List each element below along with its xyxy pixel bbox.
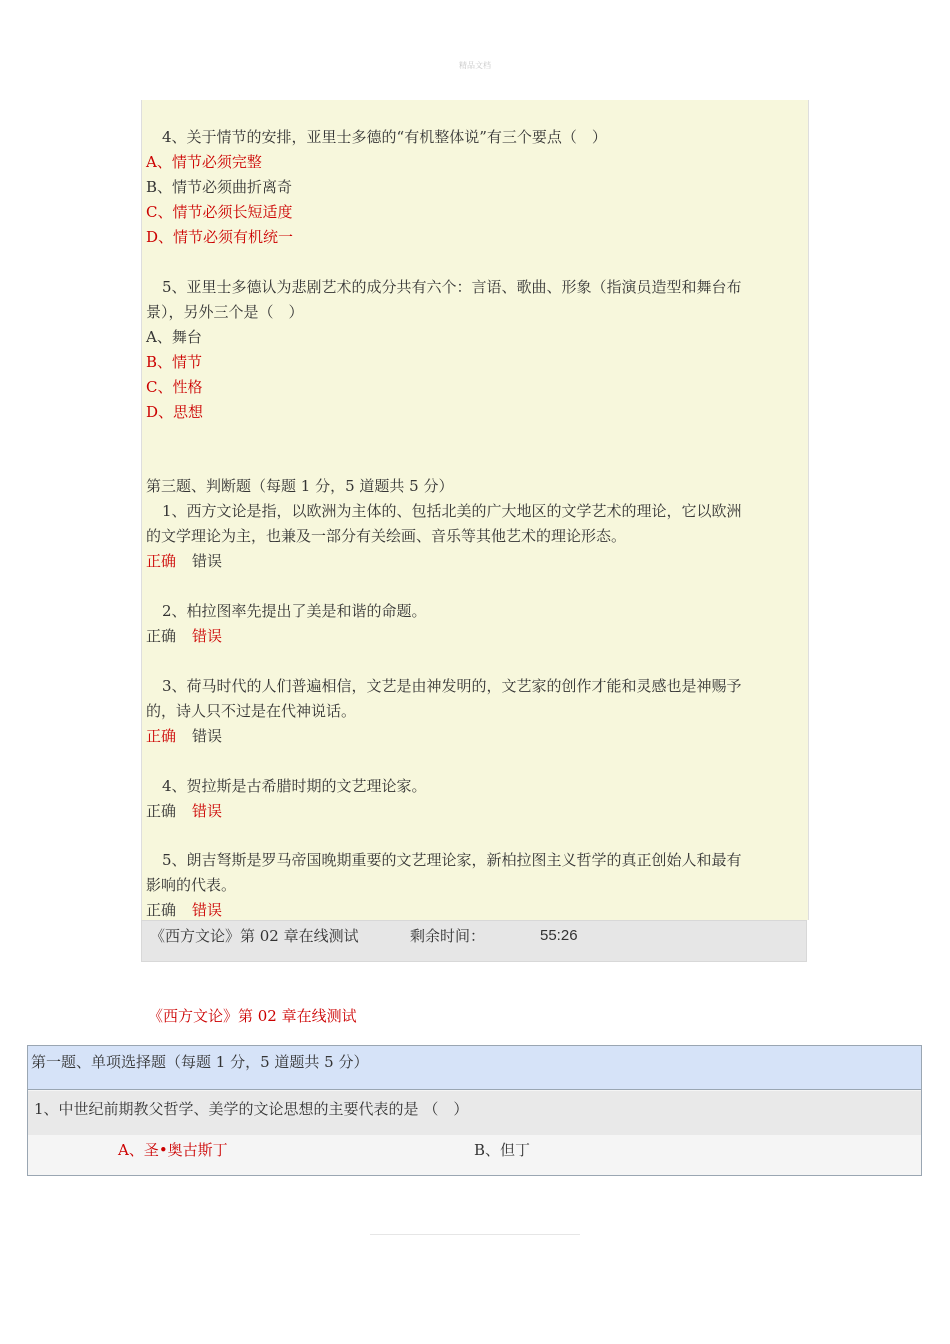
tf-4-true[interactable]: 正确 [146, 802, 177, 820]
test-title: 《西方文论》第 02 章在线测试 [148, 1007, 357, 1025]
q1-option-a[interactable]: A、圣•奥古斯丁 [118, 1141, 228, 1159]
tf-3-text-line2: 的，诗人只不过是在代神说话。 [146, 702, 357, 720]
quiz-panel [141, 100, 809, 920]
q5-option-a[interactable]: A、舞台 [146, 328, 202, 346]
q5-option-b[interactable]: B、情节 [146, 353, 203, 371]
question-5-text-line1: 5、亚里士多德认为悲剧艺术的成分共有六个：言语、歌曲、形象（指演员造型和舞台布 [162, 278, 742, 296]
section-1-title: 第一题、单项选择题（每题 1 分，5 道题共 5 分） [28, 1046, 921, 1090]
remaining-time-label: 剩余时间： [410, 927, 486, 945]
tf-3-text-line1: 3、荷马时代的人们普遍相信，文艺是由神发明的，文艺家的创作才能和灵感也是神赐予 [162, 677, 742, 695]
tf-5-false[interactable]: 错误 [192, 901, 223, 919]
question-table [27, 1045, 922, 1176]
tf-2-false[interactable]: 错误 [192, 627, 223, 645]
tf-1-true[interactable]: 正确 [146, 552, 177, 570]
question-4-text: 4、关于情节的安排，亚里士多德的“有机整体说”有三个要点（ ） [162, 128, 607, 146]
question-1-options [28, 1135, 921, 1175]
tf-4-text: 4、贺拉斯是古希腊时期的文艺理论家。 [162, 777, 427, 795]
tf-5-text-line2: 影响的代表。 [146, 876, 237, 894]
q5-option-c[interactable]: C、性格 [146, 378, 203, 396]
q5-option-d[interactable]: D、思想 [146, 403, 204, 421]
tf-4-false[interactable]: 错误 [192, 802, 223, 820]
q4-option-a[interactable]: A、情节必须完整 [146, 153, 262, 171]
q1-option-b[interactable]: B、但丁 [474, 1141, 531, 1159]
tf-3-true[interactable]: 正确 [146, 727, 177, 745]
tf-2-text: 2、柏拉图率先提出了美是和谐的命题。 [162, 602, 427, 620]
status-test-title: 《西方文论》第 02 章在线测试 [150, 927, 359, 945]
tf-2-true[interactable]: 正确 [146, 627, 177, 645]
status-bar [141, 920, 807, 962]
tf-1-answers [146, 549, 238, 574]
tf-5-text-line1: 5、朗吉弩斯是罗马帝国晚期重要的文艺理论家，新柏拉图主义哲学的真正创始人和最有 [162, 851, 742, 869]
question-5-text-line2: 景），另外三个是（ ） [146, 303, 304, 321]
tf-1-text-line1: 1、西方文论是指，以欧洲为主体的、包括北美的广大地区的文学艺术的理论，它以欧洲 [162, 502, 742, 520]
countdown-timer: 55:26 [540, 927, 578, 944]
footer-divider [370, 1234, 580, 1235]
tf-1-false[interactable]: 错误 [192, 552, 223, 570]
tf-1-text-line2: 的文学理论为主，也兼及一部分有关绘画、音乐等其他艺术的理论形态。 [146, 527, 627, 545]
question-1-text: 1、中世纪前期教父哲学、美学的文论思想的主要代表的是 （ ） [28, 1091, 921, 1135]
q4-option-c[interactable]: C、情节必须长短适度 [146, 203, 293, 221]
watermark: 精品文档 [459, 61, 491, 70]
tf-3-answers [146, 724, 238, 749]
tf-5-answers [146, 898, 238, 920]
section-3-title: 第三题、判断题（每题 1 分，5 道题共 5 分） [146, 477, 454, 495]
q4-option-d[interactable]: D、情节必须有机统一 [146, 228, 294, 246]
tf-3-false[interactable]: 错误 [192, 727, 223, 745]
tf-5-true[interactable]: 正确 [146, 901, 177, 919]
q4-option-b[interactable]: B、情节必须曲折离奇 [146, 178, 293, 196]
tf-4-answers [146, 799, 238, 824]
tf-2-answers [146, 624, 238, 649]
